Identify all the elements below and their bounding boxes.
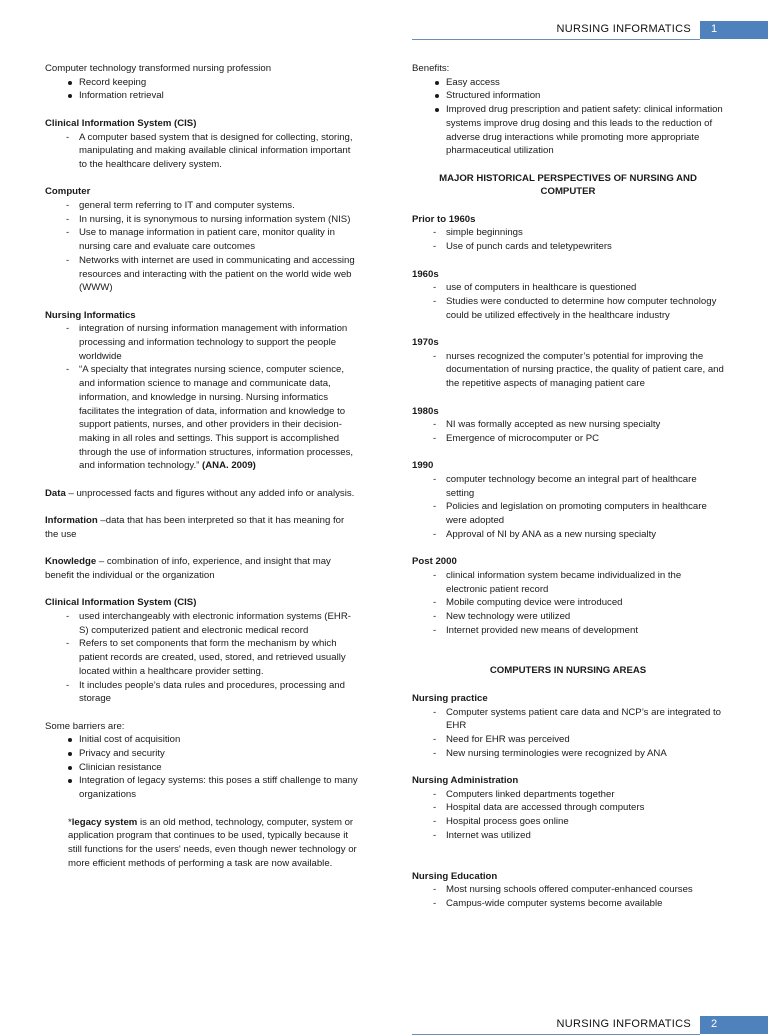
cis2-list (45, 610, 360, 706)
benefits-heading: Benefits: (412, 63, 450, 74)
areas-heading: COMPUTERS IN NURSING AREAS (489, 665, 647, 677)
page-number-box (700, 1016, 768, 1034)
left-column (45, 62, 360, 870)
list-item: Privacy and security (45, 747, 360, 761)
list-item: - Use of punch cards and teletypewriters (412, 240, 724, 254)
period-title: 1960s (412, 268, 439, 280)
list-item: - Hospital data are accessed through computers (412, 801, 724, 815)
area-title: Nursing Education (412, 870, 498, 882)
list-item: - It includes people’s data rules and procedures, processing and storage (45, 679, 360, 706)
list-item: - Refers to set components that form the mechanism by which patient records are created, used, stored, and retrieved usually located within a healthcare provider setting. (45, 637, 360, 678)
list-item: - Studies were conducted to determine how computer technology could be utilized effectively in the healthcare industry (412, 295, 724, 322)
list-item: - used interchangeably with electronic information systems (EHR-S) computerized patient and electronic medical record (45, 610, 360, 637)
cis-list (45, 131, 360, 172)
section-heading-nursing-informatics: Nursing Informatics (45, 309, 136, 321)
definition: –data that has been interpreted so that it has meaning for the use (45, 515, 345, 540)
list-item: - Campus-wide computer systems become available (412, 897, 724, 911)
list-item: - Emergence of microcomputer or PC (412, 432, 724, 446)
page-number: 1 (711, 23, 718, 36)
period-title: Prior to 1960s (412, 213, 476, 225)
definition-knowledge (45, 555, 360, 582)
barriers-heading: Some barriers are: (45, 720, 125, 732)
period-title: 1980s (412, 405, 439, 417)
list-item: - general term referring to IT and computer systems. (45, 199, 360, 213)
list-item: - Approval of NI by ANA as a new nursing specialty (412, 528, 724, 542)
header-title: NURSING INFORMATICS (556, 1018, 691, 1031)
list-item: Easy access (412, 76, 724, 90)
list-item: Integration of legacy systems: this poses a stiff challenge to many organizations (45, 774, 360, 801)
list-item: - NI was formally accepted as new nursing specialty (412, 418, 724, 432)
period-title: Post 2000 (412, 556, 457, 568)
list-item: - New nursing terminologies were recognized by ANA (412, 747, 724, 761)
list-item: - Networks with internet are used in communicating and accessing resources and interacting with the patient on the world wide web (WWW) (45, 254, 360, 295)
ni-list (45, 322, 360, 473)
page-number-box (700, 21, 768, 39)
list-item: - Policies and legislation on promoting computers in healthcare were adopted (412, 500, 724, 527)
definition: – unprocessed facts and figures without any added info or analysis. (65, 487, 355, 499)
list-item: - Internet provided new means of development (412, 624, 724, 638)
period-title: 1970s (412, 337, 439, 348)
next-page-header (557, 1016, 768, 1034)
term: legacy system (71, 816, 138, 828)
area-list (412, 788, 724, 843)
list-item: - Internet was utilized (412, 829, 724, 843)
history-heading: MAJOR HISTORICAL PERSPECTIVES OF NURSING AND COMPUTER (439, 172, 697, 198)
term: Knowledge (45, 556, 97, 568)
section-heading-cis-2: Clinical Information System (CIS) (45, 597, 197, 609)
list-item: - Computers linked departments together (412, 788, 724, 802)
list-item: - Mobile computing device were introduced (412, 596, 724, 610)
period-list (412, 350, 724, 391)
list-item: - Need for EHR was perceived (412, 733, 724, 747)
area-list (412, 883, 724, 910)
ana-quote: “A specialty that integrates nursing science, computer science, and information science to manage and communicate data, information, and knowledge in nursing. Nursing informatics facilitates the integration of data, information and knowledge to support patients, nurses, and other providers in their decision-making in all roles and settings. This support is accomplished through the use of information structures, information processes, and information technology.” (79, 364, 354, 472)
page-number: 2 (711, 1018, 718, 1031)
term: Data (45, 487, 66, 499)
period-list (412, 281, 724, 322)
list-item: Structured information (412, 89, 724, 103)
period-list (412, 418, 724, 445)
list-item: Record keeping (45, 76, 360, 90)
barriers-list (45, 733, 360, 802)
list-item: Clinician resistance (45, 761, 360, 775)
period-list (412, 569, 724, 638)
list-item: - use of computers in healthcare is questioned (412, 281, 724, 295)
list-item: - nurses recognized the computer’s potential for improving the documentation of nursing practice, the quality of patient care, and the repetitive aspects of managing patient care (412, 350, 724, 391)
list-item: - A computer based system that is designed for collecting, storing, manipulating and making available clinical information important to the healthcare delivery system. (45, 131, 360, 172)
period-list (412, 226, 724, 253)
definition: is an old method, technology, computer, system or application program that continues to be used, typically because it still functions for the users' needs, even though newer technology or more efficient methods of performing a task are now available. (68, 816, 357, 869)
list-item: - Most nursing schools offered computer-enhanced courses (412, 883, 724, 897)
list-item: Information retrieval (45, 89, 360, 103)
header-title: NURSING INFORMATICS (556, 23, 691, 36)
area-list (412, 706, 724, 761)
benefits-list (412, 76, 724, 158)
list-item: - integration of nursing information management with information processing and information technology to support the people worldwide (45, 322, 360, 363)
list-item: - Computer systems patient care data and NCP’s are integrated to EHR (412, 706, 724, 733)
definition: – combination of info, experience, and insight that may benefit the individual or the organization (45, 556, 331, 581)
list-item: Initial cost of acquisition (45, 733, 360, 747)
definition-data (45, 487, 360, 501)
legacy-system-note (45, 816, 360, 871)
section-heading-computer: Computer (45, 186, 91, 198)
period-list (412, 473, 724, 542)
area-title: Nursing practice (412, 692, 488, 704)
section-heading-cis: Clinical Information System (CIS) (45, 117, 197, 129)
list-item (45, 363, 360, 473)
list-item: - computer technology become an integral part of healthcare setting (412, 473, 724, 500)
right-column (412, 62, 724, 911)
term: Information (45, 515, 98, 527)
ana-citation: (ANA. 2009) (202, 460, 256, 472)
header-rule (412, 39, 700, 40)
page-header (557, 21, 768, 39)
list-item: Improved drug prescription and patient safety: clinical information systems improve drug dosing and this leads to the reduction of adverse drug interactions while promoting more appropriate pharmaceutical utilization (412, 103, 724, 158)
list-item: - simple beginnings (412, 226, 724, 240)
list-item: - New technology were utilized (412, 610, 724, 624)
definition-information (45, 514, 360, 541)
list-item: - In nursing, it is synonymous to nursing information system (NIS) (45, 213, 360, 227)
period-title: 1990 (412, 460, 434, 472)
list-item: - Hospital process goes online (412, 815, 724, 829)
list-item: - clinical information system became individualized in the electronic patient record (412, 569, 724, 596)
list-item: - Use to manage information in patient care, monitor quality in nursing care and evaluate care outcomes (45, 226, 360, 253)
area-title: Nursing Administration (412, 775, 519, 787)
intro-list (45, 76, 360, 103)
asterisk: * (68, 816, 72, 828)
computer-list (45, 199, 360, 295)
intro-text: Computer technology transformed nursing profession (45, 63, 272, 74)
